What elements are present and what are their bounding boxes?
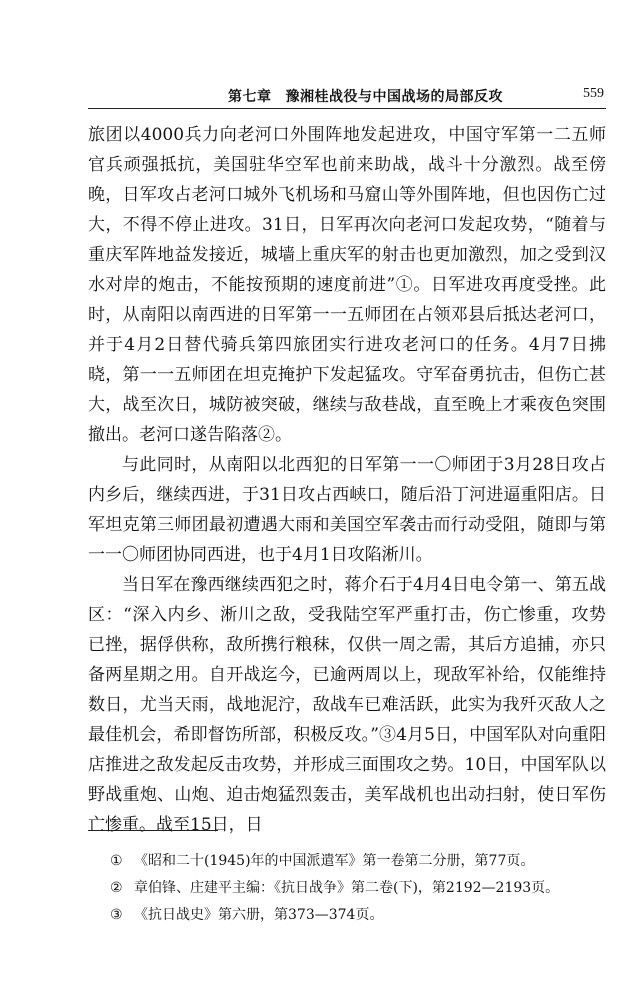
footnote-mark: ②	[110, 880, 123, 896]
chapter-heading	[228, 86, 503, 106]
page-number: 559	[583, 86, 604, 101]
running-header	[88, 84, 606, 109]
footnotes	[110, 848, 600, 929]
paragraph-3: 当日军在豫西继续西犯之时，蒋介石于4月4日电令第一、第五战区：“深入内乡、淅川之敌，受我陆空军严重打击，伤亡惨重，攻势已挫，据俘供称，敌所携行粮秣，仅供一周之需，其后方追捕，亦只备两星期之用。自开战迄今，已逾两周以上，现敌军补给，仅能维持数日，尤当天雨，战地泥泞，敌战车已难活跃，此实为我歼灭敌人之最佳机会，希即督饬所部，积极反攻。”③4月5日，中国军队对向重阳店推进之敌发起反击攻势，并形成三面围攻之势。10日，中国军队以野战重炮、山炮、迫击炮猛烈轰击，美军战机也出动扫射，使日军伤亡惨重。战至15日，日	[88, 575, 606, 835]
body-text	[88, 120, 606, 840]
footnote-mark: ③	[110, 907, 123, 923]
footnote-1	[110, 848, 600, 875]
footnote-text: 《抗日战史》第六册，第373—374页。	[134, 907, 384, 923]
footnote-text: 章伯锋、庄建平主编：《抗日战争》第二卷(下)，第2192—2193页。	[134, 880, 560, 896]
chapter-label: 第七章	[228, 89, 272, 105]
paragraph-1: 旅团以4000兵力向老河口外围阵地发起进攻，中国守军第一二五师官兵顽强抵抗，美国驻华空军也前来助战，战斗十分激烈。战至傍晚，日军攻占老河口城外飞机场和马窟山等外围阵地，但也因伤亡过大，不得不停止进攻。31日，日军再次向老河口发起攻势，“随着与重庆军阵地益发接近，城墙上重庆军的射击也更加激烈，加之受到汉水对岸的炮击，不能按预期的速度前进”①。日军进攻再度受挫。此时，从南阳以南西进的日军第一一五师团在占领邓县后抵达老河口，并于4月2日替代骑兵第四旅团实行进攻老河口的任务。4月7日拂晓，第一一五师团在坦克掩护下发起猛攻。守军奋勇抗击，但伤亡甚大，战至次日，城防被突破，继续与敌巷战，直至晚上才乘夜色突围撤出。老河口遂告陷落②。	[88, 125, 606, 445]
chapter-title: 豫湘桂战役与中国战场的局部反攻	[285, 89, 503, 105]
footnote-text: 《昭和二十(1945)年的中国派遣军》第一卷第二分册，第77页。	[134, 853, 535, 869]
footnote-mark: ①	[110, 853, 123, 869]
footnote-divider	[88, 830, 218, 831]
footnote-2	[110, 875, 600, 902]
paragraph-2: 与此同时，从南阳以北西犯的日军第一一〇师团于3月28日攻占内乡后，继续西进，于31日攻占西峡口，随后沿丁河进逼重阳店。日军坦克第三师团最初遭遇大雨和美国空军袭击而行动受阻，随即与第一一〇师团协同西进，也于4月1日攻陷淅川。	[88, 455, 606, 565]
footnote-3	[110, 902, 600, 929]
